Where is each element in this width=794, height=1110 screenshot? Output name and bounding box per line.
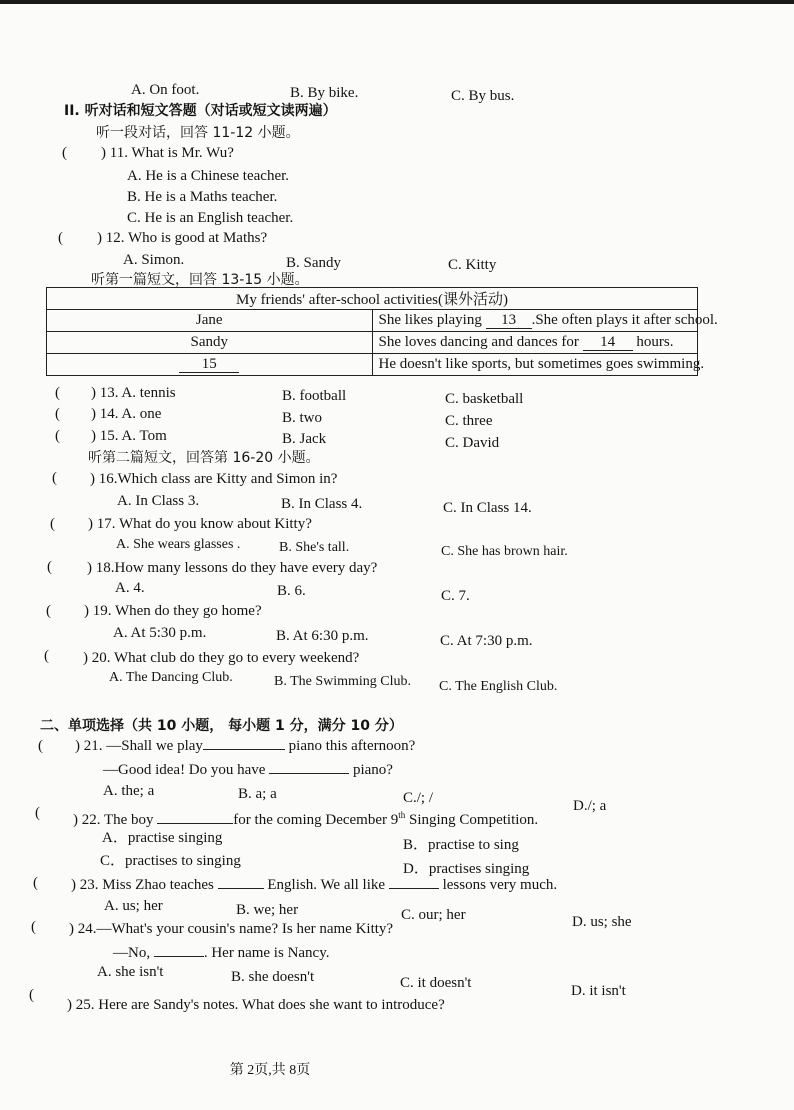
q23-option-c: C. our; her	[401, 907, 466, 923]
q14-stem: ) 14. A. one	[91, 406, 162, 422]
blank	[203, 749, 285, 750]
blank	[389, 888, 439, 889]
answer-paren: (	[33, 875, 38, 891]
q21-option-c: C./; /	[403, 790, 434, 806]
q16-stem: ) 16.Which class are Kitty and Simon in?	[90, 471, 338, 487]
q17-stem: ) 17. What do you know about Kitty?	[88, 516, 312, 532]
q10-option-a: A. On foot.	[131, 82, 200, 98]
q18-option-a: A. 4.	[115, 580, 145, 596]
q18-option-c: C. 7.	[441, 588, 470, 604]
page-number: 第 2页,共 8页	[229, 1063, 311, 1078]
q24-line1: ) 24.—What's your cousin's name? Is her name Kitty?	[69, 921, 394, 937]
blank-13: 13	[486, 312, 532, 329]
q10-option-b: B. By bike.	[290, 85, 359, 101]
q21-option-d: D./; a	[573, 798, 607, 814]
answer-paren: (	[58, 230, 63, 246]
blank	[154, 956, 204, 957]
q23-option-a: A. us; her	[104, 898, 163, 914]
q13-option-b: B. football	[282, 388, 347, 404]
q15-option-b: B. Jack	[282, 431, 327, 447]
table-cell-activity: He doesn't like sports, but sometimes goes swimming.	[372, 354, 698, 376]
q20-option-a: A. The Dancing Club.	[109, 670, 233, 685]
q12-option-c: C. Kitty	[448, 257, 497, 273]
q17-option-c: C. She has brown hair.	[441, 544, 568, 559]
q21-line2: —Good idea! Do you have piano?	[103, 762, 393, 778]
table-row	[47, 354, 698, 376]
q16-option-a: A. In Class 3.	[117, 493, 200, 509]
blank	[218, 888, 264, 889]
q11-stem: ) 11. What is Mr. Wu?	[101, 145, 234, 161]
answer-paren: (	[46, 603, 51, 619]
q14-option-b: B. two	[282, 410, 323, 426]
table-cell-activity: She likes playing 13 .She often plays it after school.	[372, 310, 698, 332]
passage1-intro: 听第一篇短文，回答 13-15 小题。	[91, 272, 309, 288]
q13-option-c: C. basketball	[445, 391, 524, 407]
activities-table	[46, 287, 718, 376]
q17-option-a: A. She wears glasses .	[116, 537, 241, 552]
q17-option-b: B. She's tall.	[279, 540, 350, 555]
q21-option-b: B. a; a	[238, 786, 277, 802]
q12-option-a: A. Simon.	[123, 252, 185, 268]
answer-paren: (	[52, 470, 57, 486]
table-title-row	[47, 288, 698, 310]
scan-top-edge	[0, 0, 794, 4]
table-row	[47, 332, 698, 354]
q16-option-c: C. In Class 14.	[443, 500, 532, 516]
q24-option-b: B. she doesn't	[231, 969, 315, 985]
q23-option-b: B. we; her	[236, 902, 299, 918]
q10-option-c: C. By bus.	[451, 88, 515, 104]
q25-line1: ) 25. Here are Sandy's notes. What does she want to introduce?	[67, 997, 445, 1013]
answer-paren: (	[55, 385, 60, 401]
q15-option-c: C. David	[445, 435, 500, 451]
answer-paren: (	[38, 738, 43, 754]
dialogue-intro: 听一段对话，回答 11-12 小题。	[96, 125, 300, 141]
q22-option-a: A．practise singing	[102, 830, 223, 846]
section2-heading: 二、单项选择（共 10 小题， 每小题 1 分，满分 10 分）	[40, 718, 403, 734]
q18-option-b: B. 6.	[277, 583, 306, 599]
q12-option-b: B. Sandy	[286, 255, 342, 271]
q14-option-c: C. three	[445, 413, 493, 429]
answer-paren: (	[62, 145, 67, 161]
q23-line1: ) 23. Miss Zhao teaches English. We all like lessons very much.	[71, 877, 558, 893]
q24-option-d: D. it isn't	[571, 983, 626, 999]
q23-option-d: D. us; she	[572, 914, 632, 930]
blank-15: 15	[179, 356, 239, 373]
q12-stem: ) 12. Who is good at Maths?	[97, 230, 268, 246]
blank-14: 14	[583, 334, 633, 351]
q22-line1: ) 22. The boy for the coming December 9th Singing Competition.	[73, 810, 539, 828]
q16-option-b: B. In Class 4.	[281, 496, 363, 512]
table-cell-activity: She loves dancing and dances for 14 hours.	[372, 332, 698, 354]
q21-option-a: A. the; a	[103, 783, 155, 799]
q22-option-d: D．practises singing	[403, 861, 530, 877]
blank	[269, 773, 349, 774]
q15-stem: ) 15. A. Tom	[91, 428, 167, 444]
answer-paren: (	[31, 919, 36, 935]
passage2-intro: 听第二篇短文，回答第 16-20 小题。	[88, 450, 320, 466]
blank	[157, 823, 233, 824]
q24-option-c: C. it doesn't	[400, 975, 472, 991]
listening-heading: II. 听对话和短文答题（对话或短文读两遍）	[64, 103, 337, 119]
answer-paren: (	[29, 987, 34, 1003]
table-cell-name: Jane	[47, 310, 373, 332]
q18-stem: ) 18.How many lessons do they have every day?	[87, 560, 378, 576]
table-title: My friends' after-school activities(课外活动)	[47, 288, 698, 310]
table-cell-name: Sandy	[47, 332, 373, 354]
q11-option-b: B. He is a Maths teacher.	[127, 189, 278, 205]
q19-option-c: C. At 7:30 p.m.	[440, 633, 533, 649]
answer-paren: (	[55, 428, 60, 444]
q22-option-c: C．practises to singing	[100, 853, 241, 869]
q19-option-a: A. At 5:30 p.m.	[113, 625, 207, 641]
answer-paren: (	[55, 406, 60, 422]
table-cell-name	[47, 354, 373, 376]
q11-option-c: C. He is an English teacher.	[127, 210, 294, 226]
q21-line1: ) 21. —Shall we play piano this afternoon?	[75, 738, 416, 754]
q24-line2: —No, . Her name is Nancy.	[113, 945, 330, 961]
q20-option-c: C. The English Club.	[439, 679, 558, 694]
table-row	[47, 310, 698, 332]
answer-paren: (	[44, 648, 49, 664]
q20-stem: ) 20. What club do they go to every weekend?	[83, 650, 360, 666]
answer-paren: (	[50, 516, 55, 532]
q19-stem: ) 19. When do they go home?	[84, 603, 262, 619]
q22-option-b: B．practise to sing	[403, 837, 519, 853]
answer-paren: (	[35, 805, 40, 821]
q13-stem: ) 13. A. tennis	[91, 385, 176, 401]
q24-option-a: A. she isn't	[97, 964, 164, 980]
q11-option-a: A. He is a Chinese teacher.	[127, 168, 290, 184]
q20-option-b: B. The Swimming Club.	[274, 674, 412, 689]
answer-paren: (	[47, 559, 52, 575]
q19-option-b: B. At 6:30 p.m.	[276, 628, 369, 644]
